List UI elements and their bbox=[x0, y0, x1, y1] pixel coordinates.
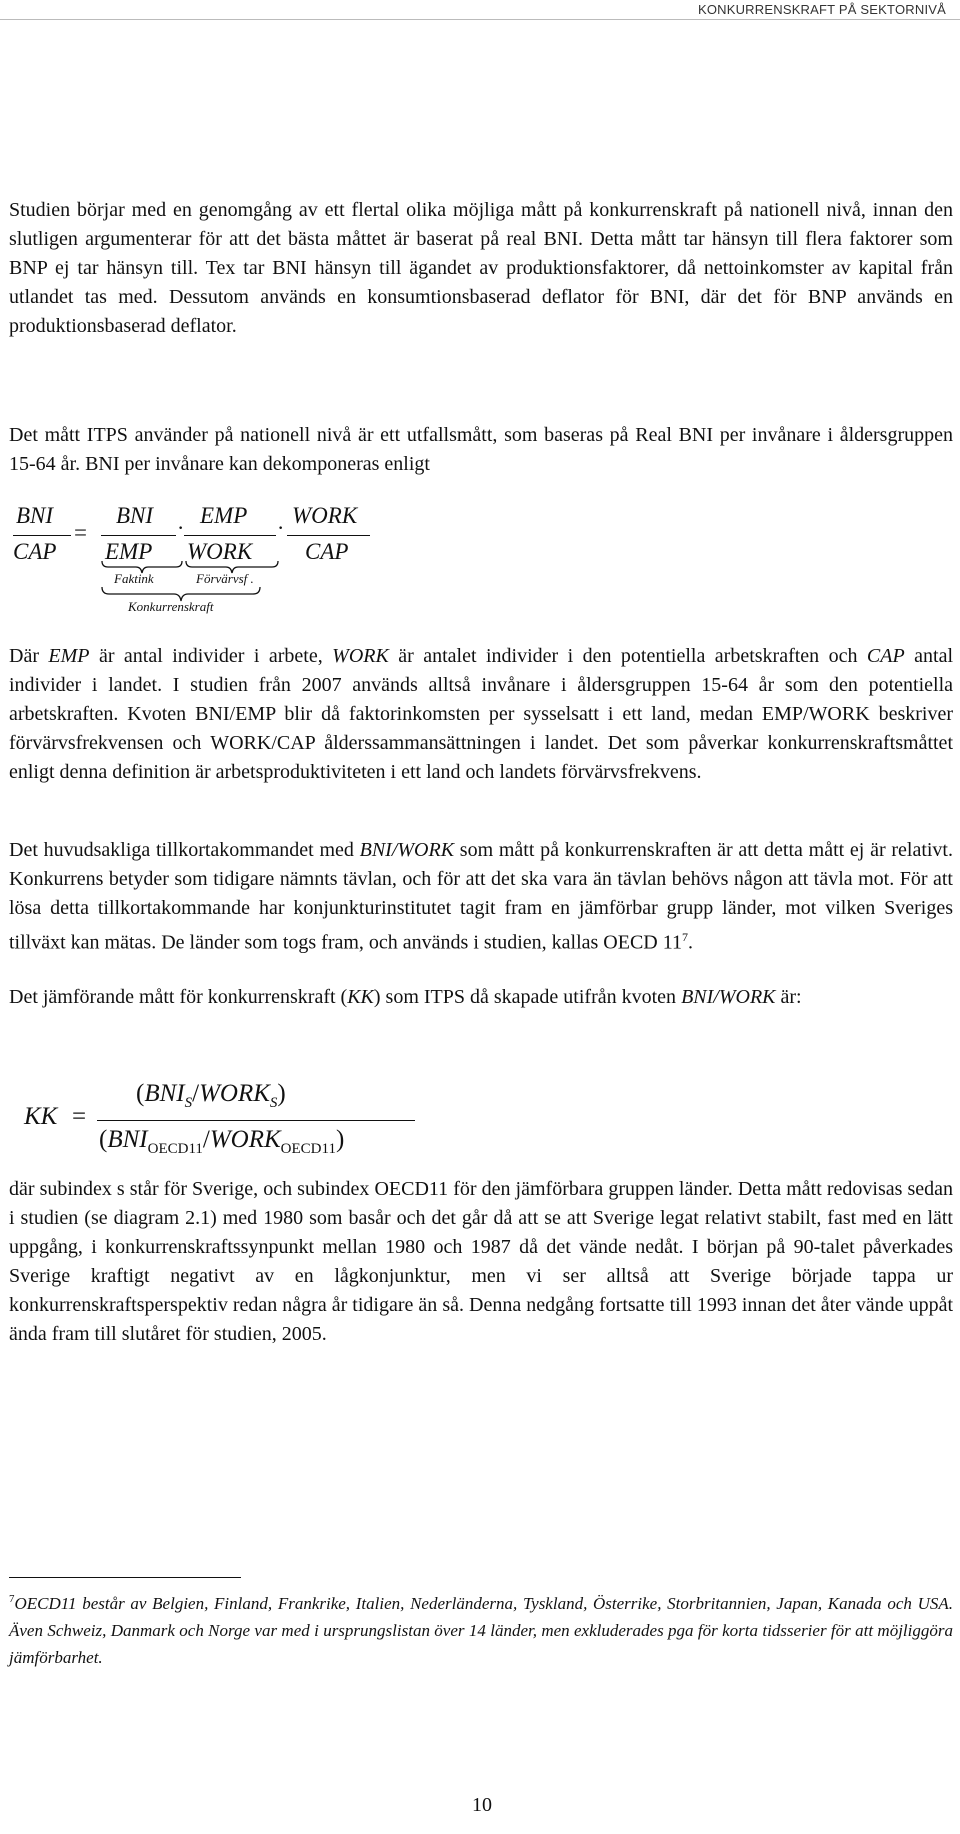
paragraph-kk-measure: Det jämförande mått för konkurrenskraft (KK) som ITPS då skapade utifrån kvoten BNI/WORK är: bbox=[9, 986, 802, 1008]
running-title: KONKURRENSKRAFT PÅ SEKTORNIVÅ bbox=[697, 2, 946, 17]
f2-denominator: WORK bbox=[187, 539, 253, 564]
paragraph-results: där subindex s står för Sverige, och subindex OECD11 för den jämförbara gruppen länder. Detta mått redovisas sedan i studien (se diagram 2.1) med 1980 som basår och det går då att se att Sverige legat relativt stabilt, fast med en lätt uppgång, i konkurrenskraftssynpunkt mellan 1980 och 1987 då det vände nedåt. I början på 90-talet påverkades Sverige kraftigt negativt av en lågkonjunktur, men vi ser alltså att Sverige började tappa ur konkurrenskraftsperspektiv redan några år tidigare än så. Denna nedgång fortsatte till 1993 innan det åter vände uppåt ända fram till slutåret för studien, 2005. bbox=[9, 1178, 953, 1345]
footnote bbox=[9, 1586, 953, 1671]
decomposition-equation bbox=[10, 503, 370, 623]
f1-denominator: EMP bbox=[105, 539, 153, 564]
f1-numerator: BNI bbox=[116, 503, 154, 528]
kk-denominator: $(BNI_{OECD11}/WORK_{OECD11})$ bbox=[99, 1126, 345, 1157]
lhs-numerator: BNI bbox=[16, 503, 54, 528]
multiply-dot: · bbox=[277, 515, 285, 540]
kk-numerator: $(BNI_S/WORK_S)$ bbox=[136, 1080, 286, 1111]
footnote-rule bbox=[9, 1577, 241, 1578]
f2-numerator: EMP bbox=[200, 503, 248, 528]
kk-fraction-bar bbox=[97, 1120, 415, 1121]
brace-label-faktink: Faktink bbox=[114, 571, 154, 586]
brace-label-forvarvsf: Förvärvsf . bbox=[196, 571, 254, 586]
footnote-text: OECD11 består av Belgien, Finland, Frankrike, Italien, Nederländerna, Tyskland, Österrike, Storbritannien, Japan, Kanada och USA. Även Schweiz, Danmark och Norge var med i ursprungslistan över 14 länder, men exkluderades pga för korta tidsserier för att möjliggöra jämförbarhet. bbox=[9, 1594, 953, 1667]
footnote-mark: 7 bbox=[9, 1593, 15, 1605]
f3-numerator: WORK bbox=[292, 503, 358, 528]
kk-equals: = bbox=[72, 1103, 87, 1130]
lhs-denominator: CAP bbox=[13, 539, 57, 564]
f3-denominator: CAP bbox=[305, 539, 349, 564]
multiply-dot: · bbox=[177, 515, 185, 540]
equals-sign: = bbox=[74, 520, 87, 545]
footnote-ref: 7 bbox=[682, 930, 689, 944]
paragraph-definitions: Där EMP är antal individer i arbete, WORK är antalet individer i den potentiella arbetskraften och CAP antal individer i landet. I studien från 2007 används alltså invånare i åldersgruppen 15-64 år som den potentiella arbetskraften. Kvoten BNI/EMP blir då faktorinkomsten per sysselsatt i ett land, medan EMP/WORK beskriver förvärvsfrekvensen och WORK/CAP ålderssammansättningen i landet. Det som påverkar konkurrenskraftsmåttet enligt denna definition är arbetsproduktiviteten i ett land och landets förvärvsfrekvens. bbox=[9, 645, 954, 783]
paragraph-shortcoming: Det huvudsakliga tillkortakommandet med BNI/WORK som mått på konkurrenskraften är att detta mått ej är relativt. Konkurrens betyder som tidigare nämnts tävlan, och för att det ska vara än tävlan behövs någon att tävla mot. För att lösa detta tillkortakommande har konjunkturinstitutet tagit fram en jämförbar grupp länder, mot vilken Sveriges tillväxt kan mätas. De länder som togs fram, och används i studien, kallas OECD $11^7$. bbox=[9, 839, 953, 954]
running-header bbox=[0, 0, 960, 20]
paragraph-itps-measure: Det mått ITPS använder på nationell nivå är ett utfallsmått, som baseras på Real BNI per invånare i åldersgruppen 15-64 år. BNI per invånare kan dekomponeras enligt bbox=[9, 424, 953, 475]
page-number: 10 bbox=[472, 1794, 492, 1816]
brace-label-konkurrenskraft: Konkurrenskraft bbox=[128, 599, 214, 614]
kk-equation bbox=[24, 1080, 484, 1170]
header-rule bbox=[0, 19, 960, 20]
paragraph-intro: Studien börjar med en genomgång av ett flertal olika möjliga mått på konkurrenskraft på nationell nivå, innan den slutligen argumenterar för att det bästa måttet är baserat på real BNI. Detta mått tar hänsyn till flera faktorer som BNP ej tar hänsyn till. Tex tar BNI hänsyn till ägandet av produktionsfaktorer, då nettoinkomster av kapital från utlandet tas med. Dessutom används en konsumtionsbaserad deflator för BNI, där det för BNP används en produktionsbaserad deflator. bbox=[9, 199, 953, 337]
kk-lhs: KK bbox=[24, 1103, 58, 1130]
